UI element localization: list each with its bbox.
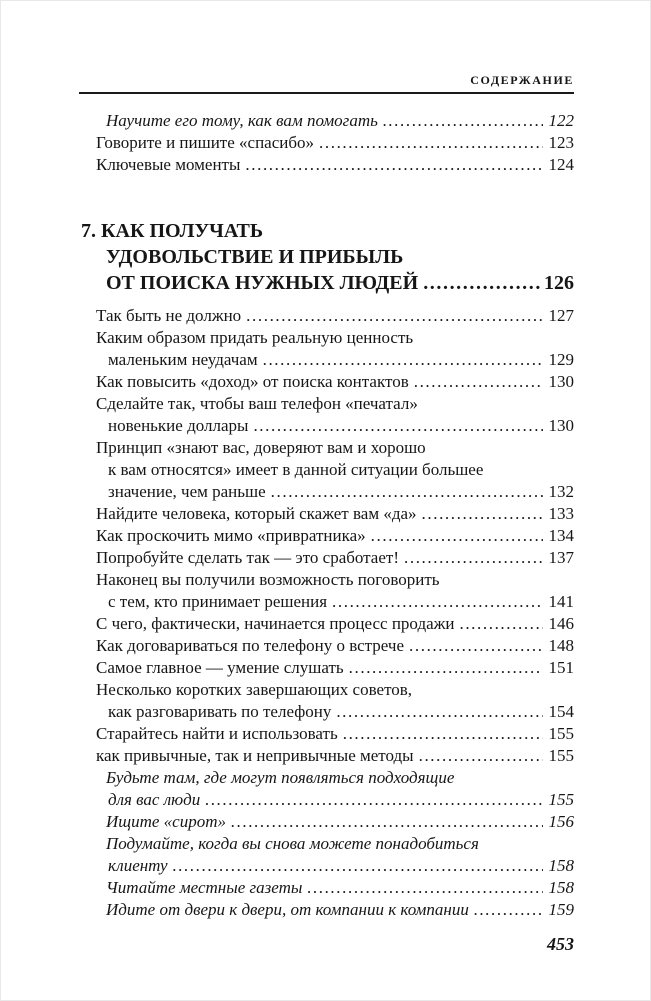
dot-leader [414,371,543,393]
dot-leader [423,270,541,296]
toc-entry-text: клиенту [108,856,168,875]
toc-entry-page: 155 [548,746,574,765]
header-rule [79,92,574,94]
toc-entry [96,547,574,569]
toc-entry-text: к вам относятся» имеет в данной ситуации большее [108,460,484,479]
toc-entry-text: маленьким неудачам [108,350,258,369]
toc-entry-page: 146 [548,614,574,633]
dot-leader [383,110,543,132]
dot-leader [307,877,543,899]
dot-leader [332,591,543,613]
toc-entry-text: Говорите и пишите «спасибо» [96,133,315,152]
toc-entry [96,437,574,503]
toc-entry-page: 141 [548,592,574,611]
toc-entry-page: 151 [548,658,574,677]
dot-leader [419,745,543,767]
toc-entry [106,833,574,877]
toc-entry-text: новенькие доллары [108,416,249,435]
toc-entry-page: 155 [548,724,574,743]
dot-leader [336,701,543,723]
toc-entry [106,899,574,921]
toc-entry-page: 137 [548,548,574,567]
toc-list [79,110,574,921]
toc-entry-text: Как проскочить мимо «привратника» [96,526,366,545]
toc-entry [96,154,574,176]
toc-entry-page: 130 [548,372,574,391]
dot-leader [343,723,543,745]
toc-entry-page: 159 [548,900,574,919]
toc-entry [96,613,574,635]
toc-entry-text: Старайтесь найти и использовать [96,724,338,743]
dot-leader [422,503,543,525]
toc-entry-text: Как договариваться по телефону о встрече [96,636,405,655]
dot-leader [459,613,543,635]
toc-entry-text: Принцип «знают вас, доверяют вам и хорошо [96,438,426,457]
toc-entry-text: Самое главное — умение слушать [96,658,344,677]
dot-leader [245,154,543,176]
dot-leader [263,349,543,371]
toc-entry [96,132,574,154]
toc-entry [106,110,574,132]
toc-entry [96,657,574,679]
toc-entry-text: Сделайте так, чтобы ваш телефон «печатал» [96,394,418,413]
toc-entry-text: Наконец вы получили возможность поговорить [96,570,440,589]
toc-entry-text: Найдите человека, который скажет вам «да» [96,504,417,523]
dot-leader [404,547,543,569]
toc-entry-page: 148 [548,636,574,655]
toc-entry-text: как привычные, так и непривычные методы [96,746,414,765]
dot-leader [253,415,543,437]
toc-entry-text: Попробуйте сделать так — это сработает! [96,548,399,567]
toc-entry [96,679,574,723]
toc-entry-text: Будьте там, где могут появляться подходящие [106,768,455,787]
toc-entry-page: 132 [548,482,574,501]
toc-entry-page: 158 [548,878,574,897]
toc-entry-text: С чего, фактически, начинается процесс продажи [96,614,455,633]
toc-entry-text: для вас люди [108,790,201,809]
dot-leader [205,789,543,811]
toc-entry-text: с тем, кто принимает решения [108,592,328,611]
toc-entry [96,745,574,767]
toc-entry-text: Подумайте, когда вы снова можете понадобиться [106,834,479,853]
dot-leader [319,132,543,154]
toc-entry-page: 158 [548,856,574,875]
toc-entry-page: 134 [548,526,574,545]
toc-entry-text: Ключевые моменты [96,155,241,174]
dot-leader [409,635,543,657]
toc-entry-text: ОТ ПОИСКА НУЖНЫХ ЛЮДЕЙ [106,272,419,294]
toc-entry-text: Каким образом придать реальную ценность [96,328,414,347]
toc-entry-page: 123 [548,133,574,152]
toc-entry [96,393,574,437]
toc-entry-text: Идите от двери к двери, от компании к компании [106,900,469,919]
dot-leader [349,657,543,679]
dot-leader [246,305,543,327]
dot-leader [371,525,543,547]
toc-entry-page: 133 [548,504,574,523]
toc-entry [96,305,574,327]
dot-leader [231,811,543,833]
toc-entry-page: 129 [548,350,574,369]
toc-entry [96,503,574,525]
dot-leader [271,481,543,503]
toc-entry-page: 155 [548,790,574,809]
toc-entry [96,635,574,657]
toc-entry [96,569,574,613]
toc-entry-text: Читайте местные газеты [106,878,303,897]
toc-entry-text: Как повысить «доход» от поиска контактов [96,372,409,391]
toc-entry [96,723,574,745]
toc-entry-text: 7. КАК ПОЛУЧАТЬ [81,220,264,242]
toc-entry-text: Научите его тому, как вам помогать [106,111,378,130]
dot-leader [474,899,543,921]
toc-entry-text: Ищите «сирот» [106,812,227,831]
page-header [79,73,574,94]
toc-entry-page: 156 [548,812,574,831]
toc-chapter-entry [81,218,574,296]
toc-entry-page: 154 [548,702,574,721]
toc-entry [96,525,574,547]
running-head: СОДЕРЖАНИЕ [470,73,574,87]
toc-entry-text: значение, чем раньше [108,482,266,501]
toc-entry-page: 122 [548,111,574,130]
toc-entry-text: Несколько коротких завершающих советов, [96,680,413,699]
toc-entry-page: 130 [548,416,574,435]
toc-entry [96,371,574,393]
toc-entry [106,767,574,811]
toc-entry-page: 124 [548,155,574,174]
toc-entry [106,877,574,899]
toc-entry-text: Так быть не должно [96,306,242,325]
toc-entry-page: 127 [548,306,574,325]
dot-leader [173,855,543,877]
toc-entry [96,327,574,371]
toc-entry-page: 126 [544,272,574,294]
page-number: 453 [547,934,574,954]
toc-entry-text: как разговаривать по телефону [108,702,332,721]
toc-entry-text: УДОВОЛЬСТВИЕ И ПРИБЫЛЬ [106,246,404,268]
toc-entry [106,811,574,833]
